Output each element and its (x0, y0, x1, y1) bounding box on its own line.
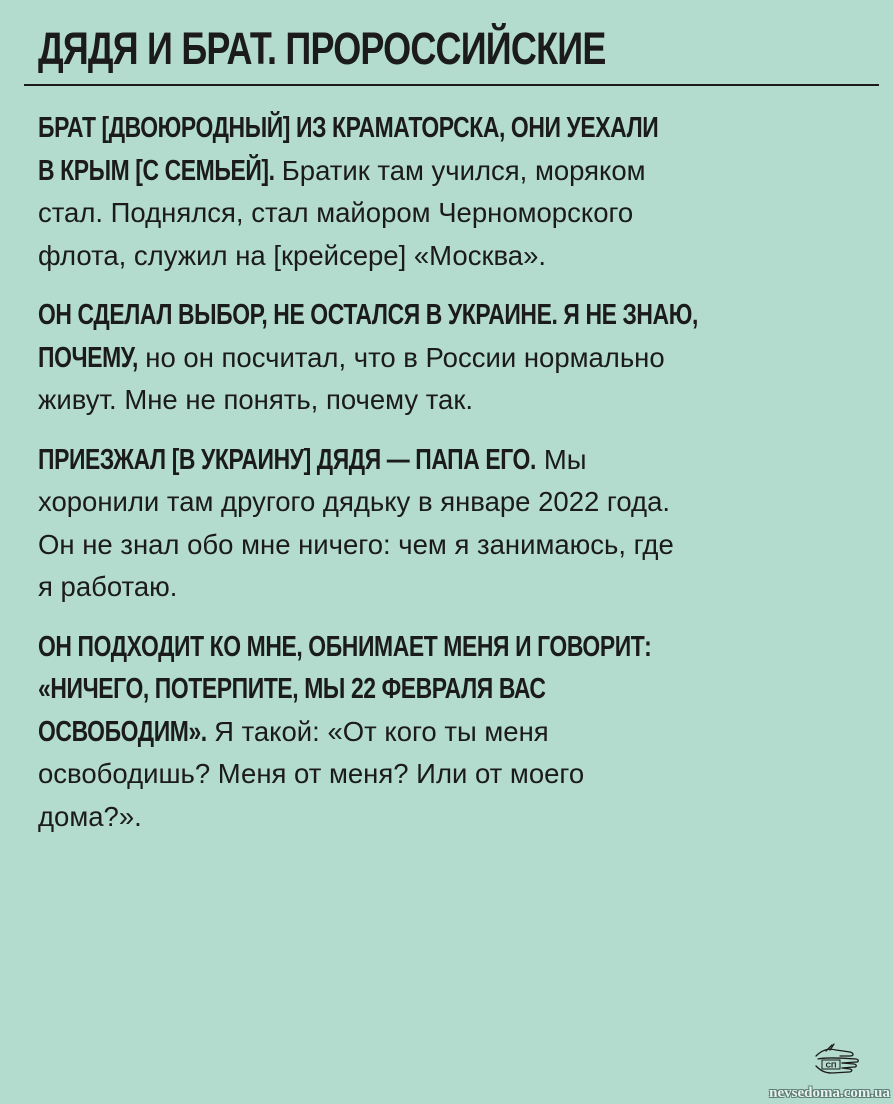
lead-in-text: ОН ПОДХОДИТ КО МНЕ, ОБНИМАЕТ МЕНЯ И ГОВОРИТ: (38, 630, 652, 663)
paragraph-line (38, 235, 878, 278)
body-text: но он посчитал, что в России нормально (137, 341, 665, 373)
page-title: ДЯДЯ И БРАТ. ПРОРОССИЙСКИЕ (38, 23, 606, 74)
paragraph-line (38, 107, 878, 150)
lead-in-text: В КРЫМ [С СЕМЬЕЙ]. (38, 154, 275, 187)
paragraph-line (38, 294, 878, 337)
logo-text: СП (825, 1060, 837, 1070)
body-text: стал. Поднялся, стал майором Черноморского (38, 197, 634, 228)
publisher-logo (812, 1042, 862, 1076)
hand-icon (812, 1042, 862, 1076)
paragraph-line (38, 711, 878, 754)
lead-in-text: «НИЧЕГО, ПОТЕРПИТЕ, МЫ 22 ФЕВРАЛЯ ВАС (38, 673, 546, 705)
paragraph (38, 294, 878, 422)
paragraph-line (38, 379, 878, 422)
lead-in-text: ОСВОБОДИМ». (38, 715, 207, 748)
lead-in-text: ПРИЕЗЖАЛ [В УКРАИНУ] ДЯДЯ — ПАПА ЕГО. (38, 443, 536, 476)
lead-in-text: ПОЧЕМУ, (38, 341, 139, 374)
paragraph (38, 439, 878, 609)
body-text: флота, служил на [крейсере] «Москва». (38, 239, 546, 271)
lead-in-text: БРАТ [ДВОЮРОДНЫЙ] ИЗ КРАМАТОРСКА, ОНИ УЕХАЛИ (38, 112, 659, 144)
body-text: хоронили там другого дядьку в январе 2022 года. (38, 486, 671, 517)
paragraph-line (38, 668, 878, 711)
body-text: Он не знал обо мне ничего: чем я занимаюсь, где (38, 528, 674, 560)
article-body (38, 107, 878, 855)
body-text: Я такой: «От кого ты меня (206, 715, 549, 747)
paragraph-line (38, 481, 878, 524)
paragraph-line (38, 439, 878, 482)
lead-in-text: ОН СДЕЛАЛ ВЫБОР, НЕ ОСТАЛСЯ В УКРАИНЕ. Я НЕ ЗНАЮ, (38, 299, 698, 331)
paragraph (38, 107, 878, 277)
paragraph-line (38, 150, 878, 193)
body-text: я работаю. (38, 571, 178, 602)
body-text: живут. Мне не понять, почему так. (38, 384, 474, 415)
body-text: Мы (536, 443, 587, 475)
paragraph-line (38, 626, 878, 669)
paragraph-line (38, 524, 878, 567)
paragraph-line (38, 796, 878, 839)
paragraph-line (38, 566, 878, 609)
body-text: Братик там учился, моряком (274, 154, 646, 186)
watermark: nevsedoma.com.ua (769, 1085, 890, 1101)
paragraph-line (38, 192, 878, 235)
body-text: освободишь? Меня от меня? Или от моего (38, 758, 585, 789)
paragraph-line (38, 753, 878, 796)
title-divider (24, 84, 879, 86)
body-text: дома?». (38, 800, 142, 832)
paragraph (38, 626, 878, 839)
paragraph-line (38, 337, 878, 380)
